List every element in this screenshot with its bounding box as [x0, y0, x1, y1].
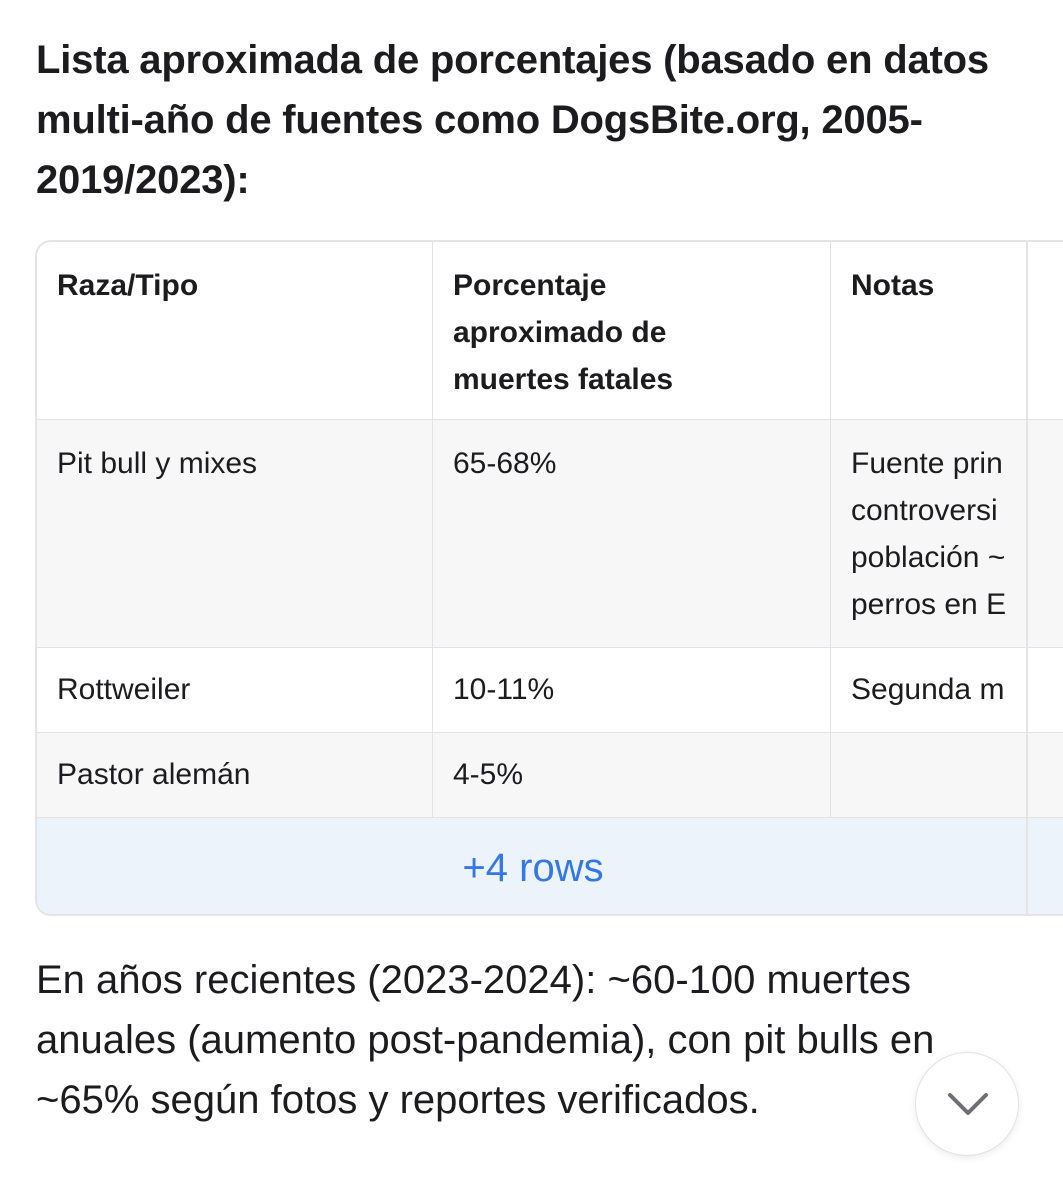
cell-percent: 10-11%: [433, 648, 831, 732]
more-rows-bar: [37, 818, 1063, 916]
header-percent-line: Porcentaje: [453, 269, 607, 302]
cell-notes: [831, 733, 1063, 817]
table-row: [37, 420, 1063, 648]
notes-line: controversi: [851, 494, 998, 527]
notes-line: perros en E: [851, 588, 1007, 621]
cell-breed: Rottweiler: [37, 648, 433, 732]
header-percent-line: aproximado de: [453, 316, 667, 349]
section-heading: Lista aproximada de porcentajes (basado en datos multi-año de fuentes como DogsBite.org, 2005-2019/2023):: [36, 38, 989, 202]
cell-notes: Segunda m: [851, 673, 1005, 706]
cell-breed: Pit bull y mixes: [37, 420, 433, 647]
chevron-down-icon: [946, 1089, 990, 1119]
show-more-rows-button[interactable]: +4 rows: [462, 846, 604, 890]
cell-breed: Pastor alemán: [37, 733, 433, 817]
table-row: [37, 648, 1063, 733]
table-header-row: [37, 242, 1063, 420]
table-row: [37, 733, 1063, 818]
table-border-edge: [1026, 240, 1028, 916]
data-table[interactable]: [35, 240, 1063, 916]
header-percent-line: muertes fatales: [453, 363, 674, 396]
scroll-down-button[interactable]: [915, 1052, 1019, 1156]
cell-percent: 4-5%: [433, 733, 831, 817]
notes-line: población ~: [851, 541, 1006, 574]
header-breed: Raza/Tipo: [37, 242, 433, 419]
header-notes: Notas: [851, 269, 935, 302]
summary-paragraph: En años recientes (2023-2024): ~60-100 muertes anuales (aumento post-pandemia), con pit bulls en ~65% según fotos y reportes verificados.: [36, 958, 935, 1122]
header-percent: [433, 242, 831, 419]
cell-percent: 65-68%: [433, 420, 831, 647]
cell-notes: [831, 420, 1063, 647]
notes-line: Fuente prin: [851, 447, 1003, 480]
